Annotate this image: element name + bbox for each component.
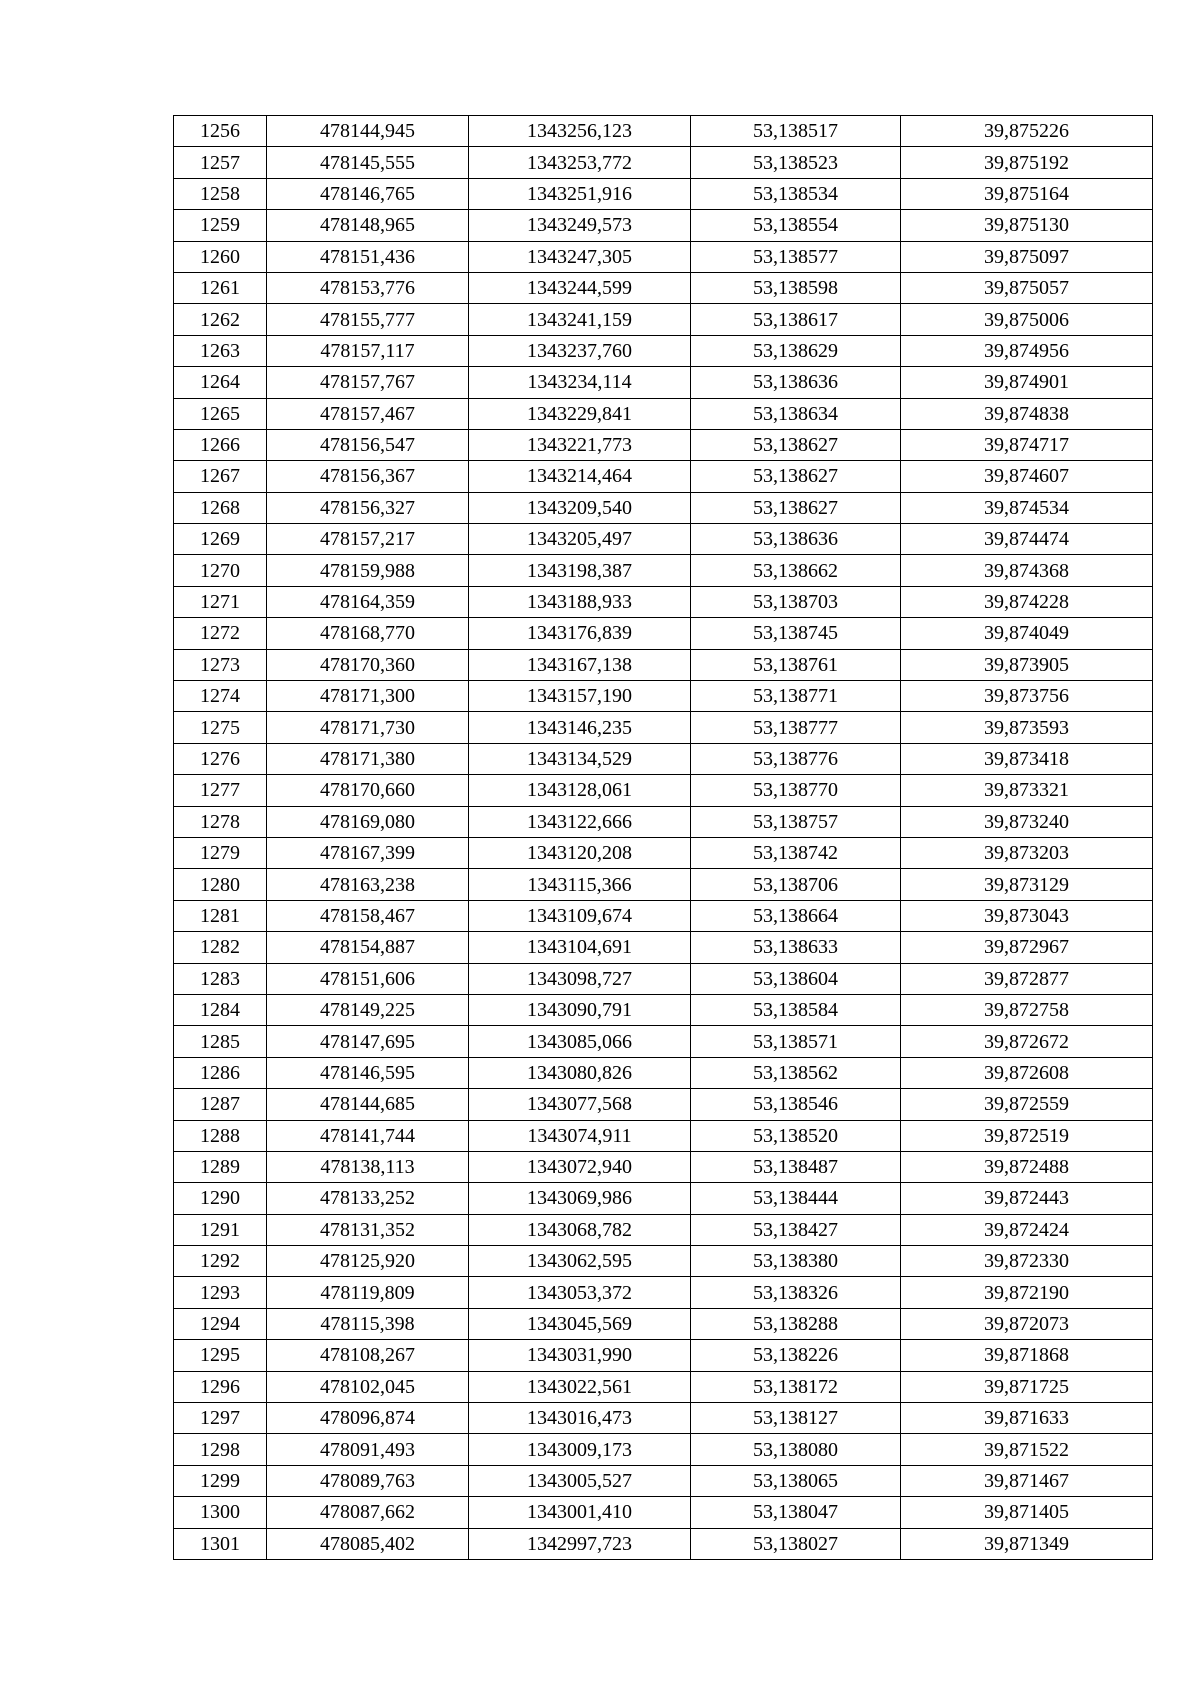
latitude-cell: 53,138627 <box>691 492 901 523</box>
latitude-cell: 53,138617 <box>691 304 901 335</box>
point-number-cell: 1272 <box>174 618 267 649</box>
longitude-cell: 39,871522 <box>901 1434 1153 1465</box>
table-row <box>174 210 1153 241</box>
point-number-cell: 1258 <box>174 178 267 209</box>
latitude-cell: 53,138703 <box>691 586 901 617</box>
x-coordinate-cell: 478146,765 <box>267 178 469 209</box>
longitude-cell: 39,872967 <box>901 932 1153 963</box>
x-coordinate-cell: 478157,217 <box>267 524 469 555</box>
latitude-cell: 53,138487 <box>691 1151 901 1182</box>
longitude-cell: 39,875130 <box>901 210 1153 241</box>
latitude-cell: 53,138523 <box>691 147 901 178</box>
latitude-cell: 53,138047 <box>691 1497 901 1528</box>
longitude-cell: 39,872519 <box>901 1120 1153 1151</box>
x-coordinate-cell: 478151,436 <box>267 241 469 272</box>
point-number-cell: 1266 <box>174 429 267 460</box>
latitude-cell: 53,138776 <box>691 743 901 774</box>
y-coordinate-cell: 1343062,595 <box>469 1246 691 1277</box>
table-row <box>174 712 1153 743</box>
table-row <box>174 775 1153 806</box>
table-row <box>174 963 1153 994</box>
y-coordinate-cell: 1343251,916 <box>469 178 691 209</box>
y-coordinate-cell: 1343090,791 <box>469 994 691 1025</box>
x-coordinate-cell: 478157,767 <box>267 367 469 398</box>
longitude-cell: 39,873756 <box>901 681 1153 712</box>
y-coordinate-cell: 1343214,464 <box>469 461 691 492</box>
y-coordinate-cell: 1343109,674 <box>469 900 691 931</box>
y-coordinate-cell: 1343045,569 <box>469 1308 691 1339</box>
longitude-cell: 39,874607 <box>901 461 1153 492</box>
x-coordinate-cell: 478153,776 <box>267 272 469 303</box>
y-coordinate-cell: 1343120,208 <box>469 837 691 868</box>
latitude-cell: 53,138517 <box>691 116 901 147</box>
x-coordinate-cell: 478144,945 <box>267 116 469 147</box>
table-row <box>174 116 1153 147</box>
y-coordinate-cell: 1343128,061 <box>469 775 691 806</box>
table-row <box>174 1246 1153 1277</box>
point-number-cell: 1261 <box>174 272 267 303</box>
point-number-cell: 1300 <box>174 1497 267 1528</box>
longitude-cell: 39,871467 <box>901 1465 1153 1496</box>
point-number-cell: 1291 <box>174 1214 267 1245</box>
longitude-cell: 39,871868 <box>901 1340 1153 1371</box>
y-coordinate-cell: 1343256,123 <box>469 116 691 147</box>
table-row <box>174 994 1153 1025</box>
x-coordinate-cell: 478171,300 <box>267 681 469 712</box>
table-row <box>174 461 1153 492</box>
point-number-cell: 1296 <box>174 1371 267 1402</box>
latitude-cell: 53,138380 <box>691 1246 901 1277</box>
longitude-cell: 39,872758 <box>901 994 1153 1025</box>
y-coordinate-cell: 1343244,599 <box>469 272 691 303</box>
latitude-cell: 53,138770 <box>691 775 901 806</box>
table-row <box>174 900 1153 931</box>
y-coordinate-cell: 1343209,540 <box>469 492 691 523</box>
y-coordinate-cell: 1343104,691 <box>469 932 691 963</box>
longitude-cell: 39,871405 <box>901 1497 1153 1528</box>
y-coordinate-cell: 1343241,159 <box>469 304 691 335</box>
point-number-cell: 1283 <box>174 963 267 994</box>
x-coordinate-cell: 478156,327 <box>267 492 469 523</box>
x-coordinate-cell: 478119,809 <box>267 1277 469 1308</box>
table-row <box>174 1057 1153 1088</box>
point-number-cell: 1297 <box>174 1403 267 1434</box>
y-coordinate-cell: 1343198,387 <box>469 555 691 586</box>
x-coordinate-cell: 478157,117 <box>267 335 469 366</box>
point-number-cell: 1281 <box>174 900 267 931</box>
x-coordinate-cell: 478144,685 <box>267 1089 469 1120</box>
point-number-cell: 1289 <box>174 1151 267 1182</box>
point-number-cell: 1279 <box>174 837 267 868</box>
latitude-cell: 53,138627 <box>691 429 901 460</box>
longitude-cell: 39,872672 <box>901 1026 1153 1057</box>
table-row <box>174 1089 1153 1120</box>
y-coordinate-cell: 1343016,473 <box>469 1403 691 1434</box>
longitude-cell: 39,873418 <box>901 743 1153 774</box>
latitude-cell: 53,138577 <box>691 241 901 272</box>
longitude-cell: 39,872877 <box>901 963 1153 994</box>
point-number-cell: 1295 <box>174 1340 267 1371</box>
longitude-cell: 39,874901 <box>901 367 1153 398</box>
y-coordinate-cell: 1343247,305 <box>469 241 691 272</box>
point-number-cell: 1290 <box>174 1183 267 1214</box>
table-row <box>174 1308 1153 1339</box>
longitude-cell: 39,873043 <box>901 900 1153 931</box>
y-coordinate-cell: 1343134,529 <box>469 743 691 774</box>
table-row <box>174 1465 1153 1496</box>
point-number-cell: 1287 <box>174 1089 267 1120</box>
latitude-cell: 53,138634 <box>691 398 901 429</box>
longitude-cell: 39,871725 <box>901 1371 1153 1402</box>
longitude-cell: 39,872443 <box>901 1183 1153 1214</box>
x-coordinate-cell: 478108,267 <box>267 1340 469 1371</box>
y-coordinate-cell: 1343249,573 <box>469 210 691 241</box>
x-coordinate-cell: 478171,730 <box>267 712 469 743</box>
table-row <box>174 492 1153 523</box>
y-coordinate-cell: 1343068,782 <box>469 1214 691 1245</box>
point-number-cell: 1284 <box>174 994 267 1025</box>
y-coordinate-cell: 1343176,839 <box>469 618 691 649</box>
point-number-cell: 1262 <box>174 304 267 335</box>
y-coordinate-cell: 1343157,190 <box>469 681 691 712</box>
latitude-cell: 53,138065 <box>691 1465 901 1496</box>
longitude-cell: 39,873203 <box>901 837 1153 868</box>
y-coordinate-cell: 1343072,940 <box>469 1151 691 1182</box>
latitude-cell: 53,138629 <box>691 335 901 366</box>
y-coordinate-cell: 1343167,138 <box>469 649 691 680</box>
table-row <box>174 869 1153 900</box>
latitude-cell: 53,138520 <box>691 1120 901 1151</box>
table-row <box>174 429 1153 460</box>
table-row <box>174 1120 1153 1151</box>
x-coordinate-cell: 478089,763 <box>267 1465 469 1496</box>
point-number-cell: 1260 <box>174 241 267 272</box>
table-row <box>174 335 1153 366</box>
x-coordinate-cell: 478087,662 <box>267 1497 469 1528</box>
table-row <box>174 1340 1153 1371</box>
longitude-cell: 39,874534 <box>901 492 1153 523</box>
longitude-cell: 39,874049 <box>901 618 1153 649</box>
table-row <box>174 1434 1153 1465</box>
table-row <box>174 1214 1153 1245</box>
table-row <box>174 555 1153 586</box>
longitude-cell: 39,875057 <box>901 272 1153 303</box>
table-row <box>174 367 1153 398</box>
longitude-cell: 39,874838 <box>901 398 1153 429</box>
y-coordinate-cell: 1343085,066 <box>469 1026 691 1057</box>
latitude-cell: 53,138427 <box>691 1214 901 1245</box>
latitude-cell: 53,138326 <box>691 1277 901 1308</box>
point-number-cell: 1271 <box>174 586 267 617</box>
x-coordinate-cell: 478157,467 <box>267 398 469 429</box>
coordinates-table-body <box>174 116 1153 1560</box>
y-coordinate-cell: 1343115,366 <box>469 869 691 900</box>
y-coordinate-cell: 1343146,235 <box>469 712 691 743</box>
x-coordinate-cell: 478102,045 <box>267 1371 469 1402</box>
x-coordinate-cell: 478155,777 <box>267 304 469 335</box>
point-number-cell: 1270 <box>174 555 267 586</box>
longitude-cell: 39,875226 <box>901 116 1153 147</box>
x-coordinate-cell: 478147,695 <box>267 1026 469 1057</box>
x-coordinate-cell: 478085,402 <box>267 1528 469 1559</box>
y-coordinate-cell: 1343069,986 <box>469 1183 691 1214</box>
y-coordinate-cell: 1343009,173 <box>469 1434 691 1465</box>
longitude-cell: 39,871349 <box>901 1528 1153 1559</box>
point-number-cell: 1263 <box>174 335 267 366</box>
point-number-cell: 1265 <box>174 398 267 429</box>
x-coordinate-cell: 478125,920 <box>267 1246 469 1277</box>
longitude-cell: 39,875164 <box>901 178 1153 209</box>
latitude-cell: 53,138777 <box>691 712 901 743</box>
latitude-cell: 53,138757 <box>691 806 901 837</box>
y-coordinate-cell: 1343074,911 <box>469 1120 691 1151</box>
point-number-cell: 1292 <box>174 1246 267 1277</box>
table-row <box>174 178 1153 209</box>
point-number-cell: 1293 <box>174 1277 267 1308</box>
point-number-cell: 1282 <box>174 932 267 963</box>
point-number-cell: 1273 <box>174 649 267 680</box>
table-row <box>174 743 1153 774</box>
longitude-cell: 39,873905 <box>901 649 1153 680</box>
x-coordinate-cell: 478158,467 <box>267 900 469 931</box>
table-row <box>174 304 1153 335</box>
latitude-cell: 53,138562 <box>691 1057 901 1088</box>
latitude-cell: 53,138662 <box>691 555 901 586</box>
x-coordinate-cell: 478168,770 <box>267 618 469 649</box>
x-coordinate-cell: 478171,380 <box>267 743 469 774</box>
longitude-cell: 39,871633 <box>901 1403 1153 1434</box>
point-number-cell: 1277 <box>174 775 267 806</box>
longitude-cell: 39,875006 <box>901 304 1153 335</box>
longitude-cell: 39,873240 <box>901 806 1153 837</box>
x-coordinate-cell: 478170,660 <box>267 775 469 806</box>
point-number-cell: 1256 <box>174 116 267 147</box>
point-number-cell: 1288 <box>174 1120 267 1151</box>
point-number-cell: 1269 <box>174 524 267 555</box>
latitude-cell: 53,138226 <box>691 1340 901 1371</box>
latitude-cell: 53,138771 <box>691 681 901 712</box>
longitude-cell: 39,873593 <box>901 712 1153 743</box>
table-row <box>174 1277 1153 1308</box>
latitude-cell: 53,138745 <box>691 618 901 649</box>
x-coordinate-cell: 478156,547 <box>267 429 469 460</box>
latitude-cell: 53,138627 <box>691 461 901 492</box>
longitude-cell: 39,875097 <box>901 241 1153 272</box>
longitude-cell: 39,875192 <box>901 147 1153 178</box>
latitude-cell: 53,138598 <box>691 272 901 303</box>
longitude-cell: 39,872190 <box>901 1277 1153 1308</box>
longitude-cell: 39,872424 <box>901 1214 1153 1245</box>
x-coordinate-cell: 478154,887 <box>267 932 469 963</box>
latitude-cell: 53,138761 <box>691 649 901 680</box>
point-number-cell: 1294 <box>174 1308 267 1339</box>
table-row <box>174 618 1153 649</box>
y-coordinate-cell: 1343080,826 <box>469 1057 691 1088</box>
point-number-cell: 1259 <box>174 210 267 241</box>
x-coordinate-cell: 478131,352 <box>267 1214 469 1245</box>
point-number-cell: 1267 <box>174 461 267 492</box>
table-row <box>174 837 1153 868</box>
y-coordinate-cell: 1343077,568 <box>469 1089 691 1120</box>
table-row <box>174 272 1153 303</box>
x-coordinate-cell: 478163,238 <box>267 869 469 900</box>
point-number-cell: 1268 <box>174 492 267 523</box>
point-number-cell: 1276 <box>174 743 267 774</box>
point-number-cell: 1285 <box>174 1026 267 1057</box>
latitude-cell: 53,138546 <box>691 1089 901 1120</box>
point-number-cell: 1298 <box>174 1434 267 1465</box>
longitude-cell: 39,873129 <box>901 869 1153 900</box>
x-coordinate-cell: 478156,367 <box>267 461 469 492</box>
table-row <box>174 241 1153 272</box>
y-coordinate-cell: 1343053,372 <box>469 1277 691 1308</box>
table-row <box>174 586 1153 617</box>
y-coordinate-cell: 1342997,723 <box>469 1528 691 1559</box>
x-coordinate-cell: 478170,360 <box>267 649 469 680</box>
y-coordinate-cell: 1343022,561 <box>469 1371 691 1402</box>
y-coordinate-cell: 1343098,727 <box>469 963 691 994</box>
y-coordinate-cell: 1343188,933 <box>469 586 691 617</box>
y-coordinate-cell: 1343229,841 <box>469 398 691 429</box>
point-number-cell: 1280 <box>174 869 267 900</box>
y-coordinate-cell: 1343031,990 <box>469 1340 691 1371</box>
latitude-cell: 53,138636 <box>691 367 901 398</box>
latitude-cell: 53,138664 <box>691 900 901 931</box>
x-coordinate-cell: 478091,493 <box>267 1434 469 1465</box>
point-number-cell: 1274 <box>174 681 267 712</box>
longitude-cell: 39,872330 <box>901 1246 1153 1277</box>
longitude-cell: 39,874228 <box>901 586 1153 617</box>
x-coordinate-cell: 478149,225 <box>267 994 469 1025</box>
table-row <box>174 1183 1153 1214</box>
table-row <box>174 1497 1153 1528</box>
point-number-cell: 1278 <box>174 806 267 837</box>
table-row <box>174 524 1153 555</box>
point-number-cell: 1286 <box>174 1057 267 1088</box>
latitude-cell: 53,138172 <box>691 1371 901 1402</box>
x-coordinate-cell: 478169,080 <box>267 806 469 837</box>
x-coordinate-cell: 478096,874 <box>267 1403 469 1434</box>
table-row <box>174 806 1153 837</box>
longitude-cell: 39,874956 <box>901 335 1153 366</box>
longitude-cell: 39,874368 <box>901 555 1153 586</box>
longitude-cell: 39,872559 <box>901 1089 1153 1120</box>
table-row <box>174 147 1153 178</box>
latitude-cell: 53,138554 <box>691 210 901 241</box>
y-coordinate-cell: 1343005,527 <box>469 1465 691 1496</box>
y-coordinate-cell: 1343221,773 <box>469 429 691 460</box>
point-number-cell: 1299 <box>174 1465 267 1496</box>
point-number-cell: 1275 <box>174 712 267 743</box>
table-row <box>174 1371 1153 1402</box>
x-coordinate-cell: 478146,595 <box>267 1057 469 1088</box>
latitude-cell: 53,138584 <box>691 994 901 1025</box>
table-row <box>174 932 1153 963</box>
latitude-cell: 53,138604 <box>691 963 901 994</box>
x-coordinate-cell: 478115,398 <box>267 1308 469 1339</box>
y-coordinate-cell: 1343205,497 <box>469 524 691 555</box>
longitude-cell: 39,873321 <box>901 775 1153 806</box>
table-row <box>174 681 1153 712</box>
y-coordinate-cell: 1343122,666 <box>469 806 691 837</box>
x-coordinate-cell: 478164,359 <box>267 586 469 617</box>
table-row <box>174 1151 1153 1182</box>
latitude-cell: 53,138288 <box>691 1308 901 1339</box>
point-number-cell: 1301 <box>174 1528 267 1559</box>
table-row <box>174 398 1153 429</box>
latitude-cell: 53,138444 <box>691 1183 901 1214</box>
latitude-cell: 53,138534 <box>691 178 901 209</box>
latitude-cell: 53,138027 <box>691 1528 901 1559</box>
x-coordinate-cell: 478133,252 <box>267 1183 469 1214</box>
y-coordinate-cell: 1343234,114 <box>469 367 691 398</box>
table-row <box>174 1403 1153 1434</box>
latitude-cell: 53,138633 <box>691 932 901 963</box>
longitude-cell: 39,872488 <box>901 1151 1153 1182</box>
latitude-cell: 53,138636 <box>691 524 901 555</box>
point-number-cell: 1257 <box>174 147 267 178</box>
table-row <box>174 1026 1153 1057</box>
longitude-cell: 39,874717 <box>901 429 1153 460</box>
table-row <box>174 1528 1153 1559</box>
table-row <box>174 649 1153 680</box>
y-coordinate-cell: 1343001,410 <box>469 1497 691 1528</box>
x-coordinate-cell: 478141,744 <box>267 1120 469 1151</box>
latitude-cell: 53,138742 <box>691 837 901 868</box>
x-coordinate-cell: 478159,988 <box>267 555 469 586</box>
point-number-cell: 1264 <box>174 367 267 398</box>
latitude-cell: 53,138127 <box>691 1403 901 1434</box>
coordinates-table <box>173 115 1153 1560</box>
longitude-cell: 39,872608 <box>901 1057 1153 1088</box>
latitude-cell: 53,138706 <box>691 869 901 900</box>
longitude-cell: 39,874474 <box>901 524 1153 555</box>
y-coordinate-cell: 1343237,760 <box>469 335 691 366</box>
x-coordinate-cell: 478151,606 <box>267 963 469 994</box>
x-coordinate-cell: 478145,555 <box>267 147 469 178</box>
latitude-cell: 53,138080 <box>691 1434 901 1465</box>
latitude-cell: 53,138571 <box>691 1026 901 1057</box>
longitude-cell: 39,872073 <box>901 1308 1153 1339</box>
x-coordinate-cell: 478138,113 <box>267 1151 469 1182</box>
x-coordinate-cell: 478148,965 <box>267 210 469 241</box>
y-coordinate-cell: 1343253,772 <box>469 147 691 178</box>
x-coordinate-cell: 478167,399 <box>267 837 469 868</box>
